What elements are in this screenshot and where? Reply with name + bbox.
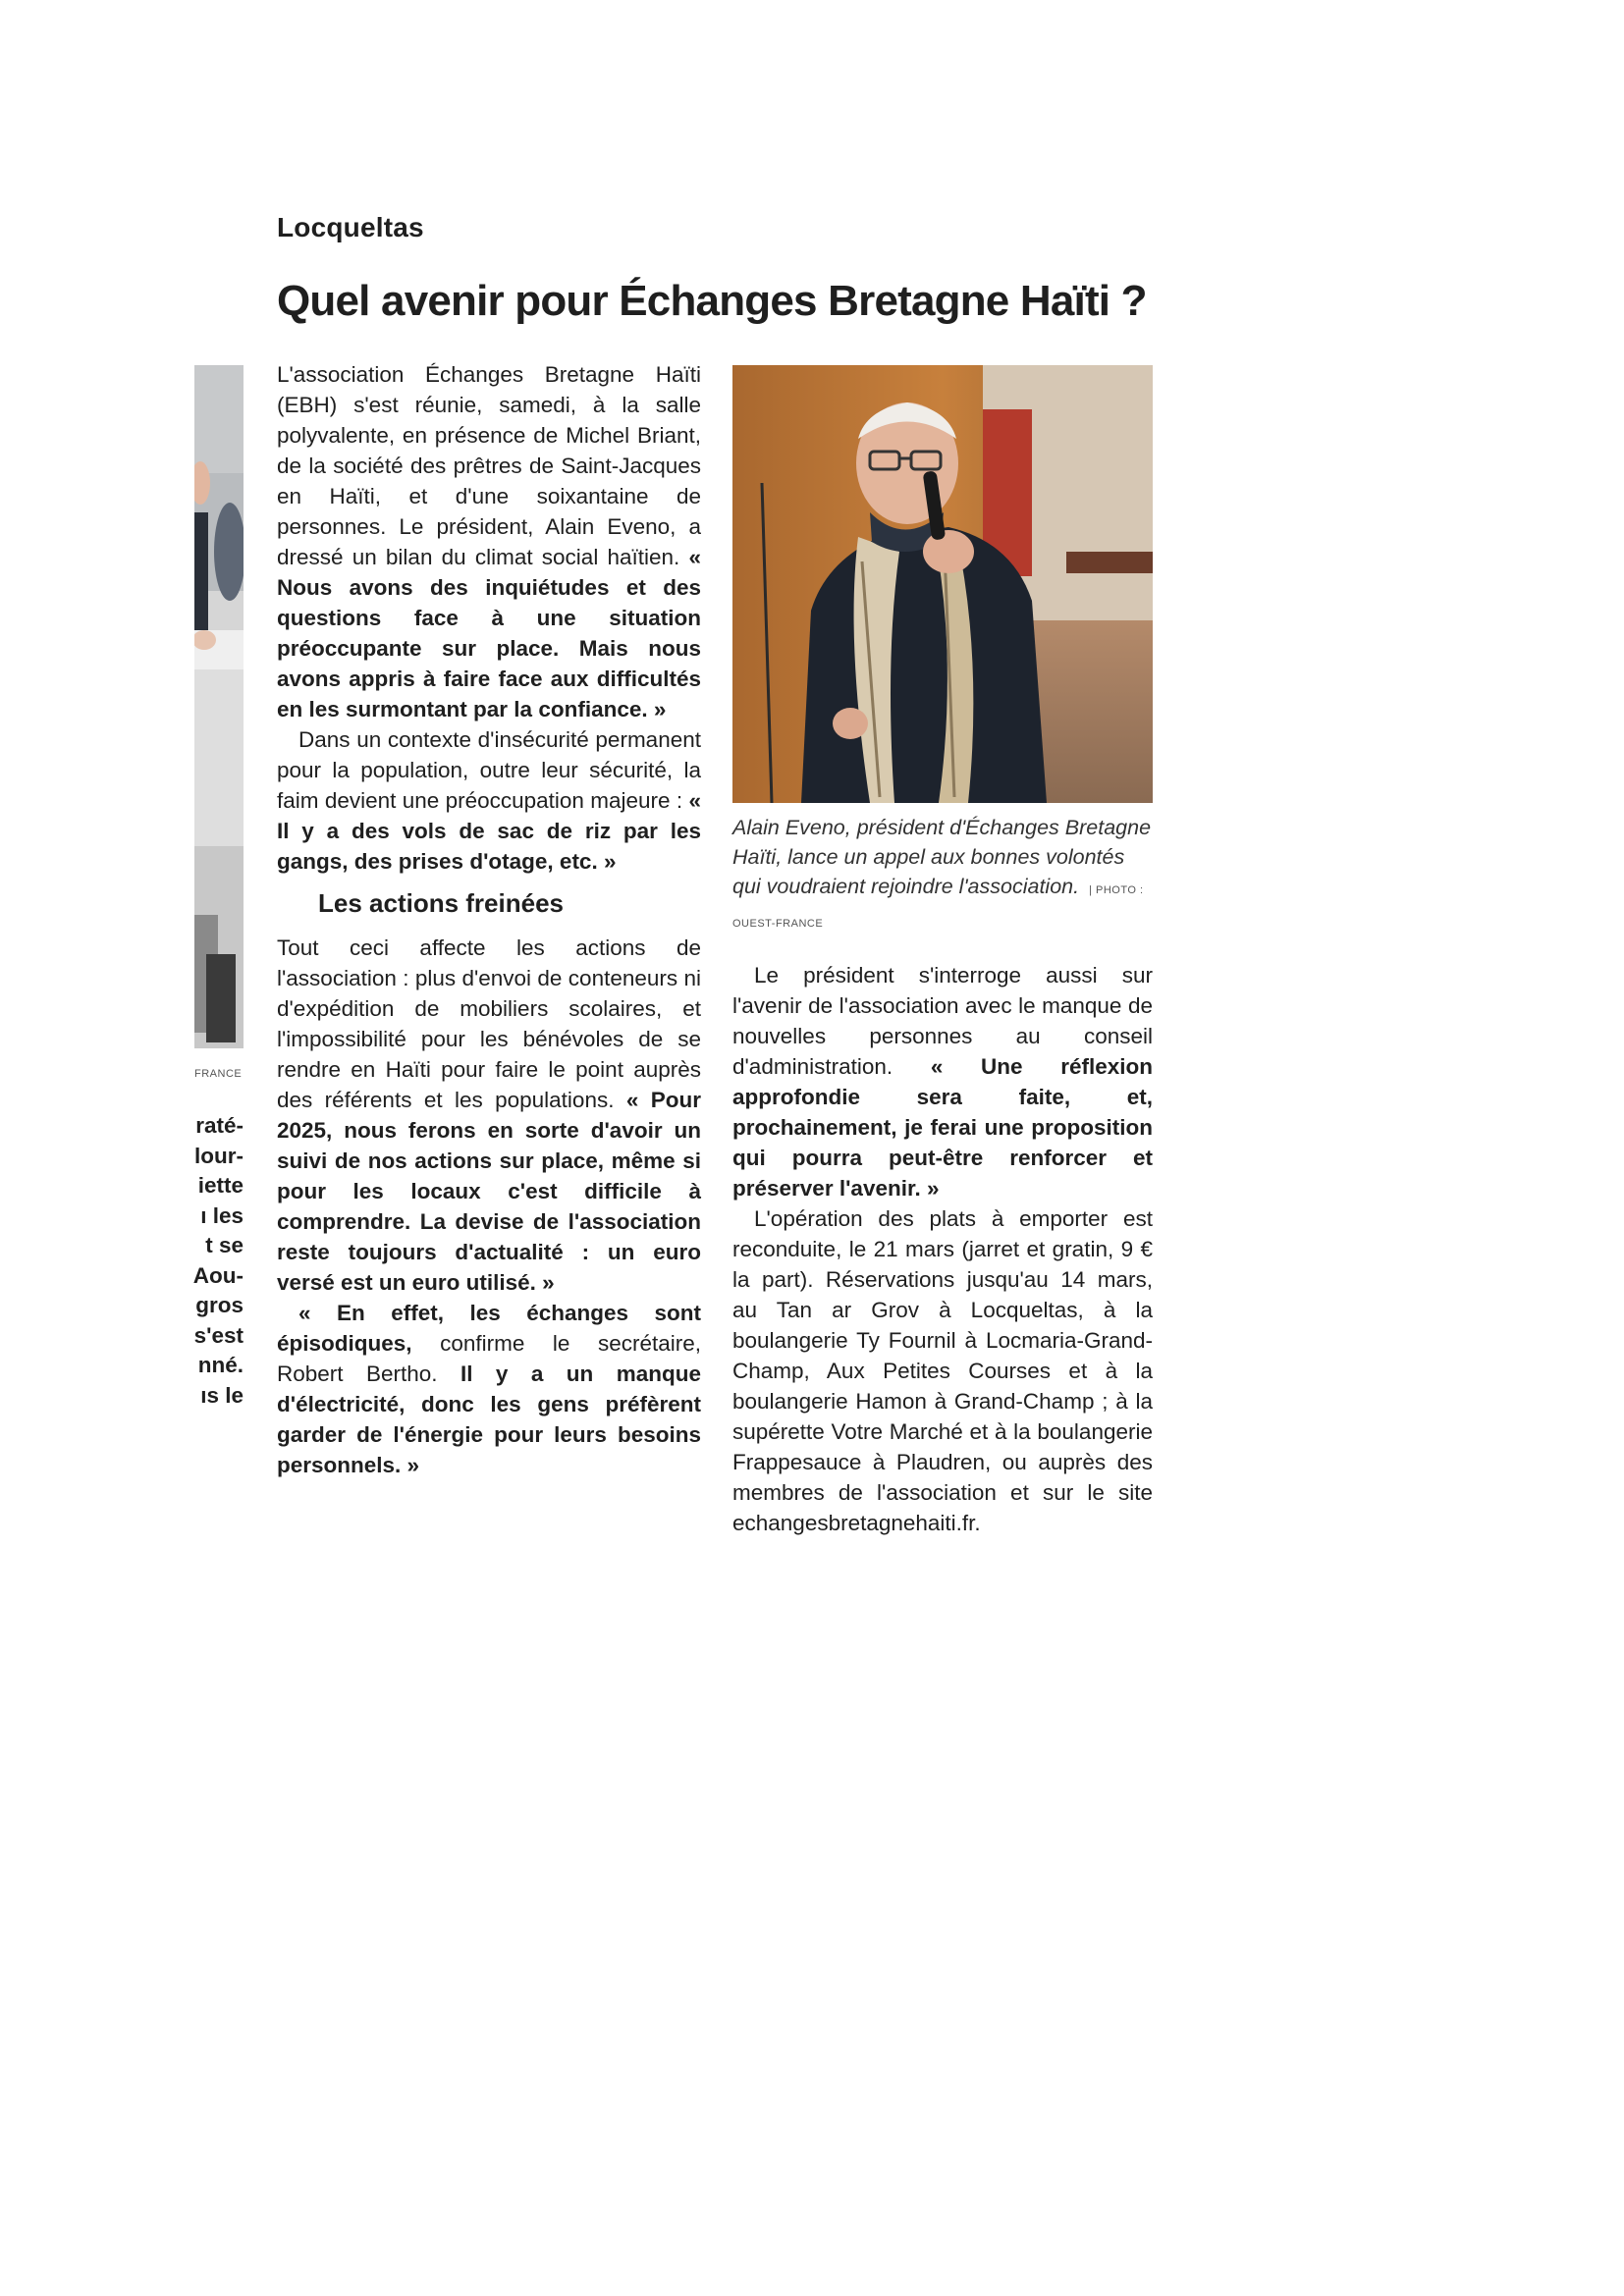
- locality-label: Locqueltas: [277, 212, 424, 242]
- text-run: L'association Échanges Bretagne Haïti (EBH) s'est réunie, samedi, à la salle polyvalente, en présence de Michel Briant, de la société des prêtres de Saint-Jacques en Haïti, et d'une soixantaine de personnes. Le président, Alain Eveno, a dressé un bilan du climat social haïtien.: [277, 362, 701, 569]
- text-run: Dans un contexte d'insécurité permanent pour la population, outre leur sécurité, la faim devient une préoccupation majeure :: [277, 727, 701, 813]
- text-run: confirme le secrétaire, Robert Bertho.: [277, 1331, 701, 1386]
- quote-run: « Il y a des vols de sac de riz par les gangs, des prises d'otage, etc. »: [277, 788, 701, 874]
- photo-credit: | PHOTO : OUEST-FRANCE: [732, 884, 1144, 930]
- fragment-line: ıs le: [200, 1382, 244, 1408]
- paragraph: [277, 1298, 701, 1480]
- quote-run: « Nous avons des inquiétudes et des questions face à une situation préoccupante sur place. Mais nous avons appris à faire face aux difficultés en les surmontant par la confiance. »: [277, 545, 701, 721]
- fragment-line: ı les: [200, 1202, 244, 1228]
- quote-run: « En effet, les échanges sont épisodiques,: [277, 1301, 701, 1356]
- article-column-2: [732, 960, 1153, 1538]
- fragment-line: lour-: [194, 1143, 244, 1168]
- paragraph: [277, 933, 701, 1298]
- section-subhead: Les actions freinées: [318, 888, 564, 918]
- paragraph: [277, 724, 701, 877]
- previous-article-photo: [194, 365, 244, 1048]
- caption-text: Alain Eveno, président d'Échanges Bretagne Haïti, lance un appel aux bonnes volontés qui voudraient rejoindre l'association.: [732, 816, 1152, 898]
- fragment-line: gros: [195, 1293, 244, 1317]
- previous-article-text-fragment: [192, 1111, 244, 1411]
- fragment-line: s'est: [193, 1322, 244, 1348]
- quote-run: « Pour 2025, nous ferons en sorte d'avoir un suivi de nos actions sur place, même si pour les locaux c'est difficile à comprendre. La devise de l'association reste toujours d'actualité : un euro versé est un euro utilisé. »: [277, 1088, 701, 1295]
- photo-caption: [732, 813, 1157, 938]
- previous-article-photo-credit: FRANCE: [194, 1068, 243, 1080]
- fragment-line: iette: [197, 1173, 244, 1198]
- paragraph: L'opération des plats à emporter est reconduite, le 21 mars (jarret et gratin, 9 € la part). Réservations jusqu'au 14 mars, au Tan ar Grov à Locqueltas, à la boulangerie Ty Fournil à Locmaria-Grand-Champ, Aux Petites Courses et à la boulangerie Hamon à Grand-Champ ; à la supérette Votre Marché et à la boulangerie Frappesauce à Plaudren, ou auprès des membres de l'association et sur le site echangesbretagnehaiti.fr.: [732, 1206, 1153, 1535]
- fragment-line: t se: [205, 1233, 244, 1257]
- quote-run: Il y a un manque d'électricité, donc les gens préfèrent garder de l'énergie pour leurs besoins personnels. »: [277, 1362, 701, 1477]
- fragment-line: raté-: [195, 1113, 244, 1138]
- article-photo: [732, 365, 1153, 803]
- fragment-line: nné.: [197, 1353, 244, 1377]
- text-run: Le président s'interroge aussi sur l'avenir de l'association avec le manque de nouvelles personnes au conseil d'administration.: [732, 963, 1153, 1079]
- quote-run: « Une réflexion approfondie sera faite, et, prochainement, je ferai une proposition qui pourra peut-être renforcer et préserver l'avenir. »: [732, 1054, 1153, 1201]
- article-headline: Quel avenir pour Échanges Bretagne Haïti ?: [277, 277, 1147, 325]
- paragraph: [277, 359, 701, 724]
- article-column-1: [277, 359, 701, 1480]
- fragment-line: Aou-: [192, 1262, 244, 1288]
- text-run: Tout ceci affecte les actions de l'association : plus d'envoi de conteneurs ni d'expédition de mobiliers scolaires, et l'impossibilité pour les bénévoles de se rendre en Haïti pour faire le point auprès des référents et les populations.: [277, 935, 701, 1112]
- paragraph: [732, 960, 1153, 1203]
